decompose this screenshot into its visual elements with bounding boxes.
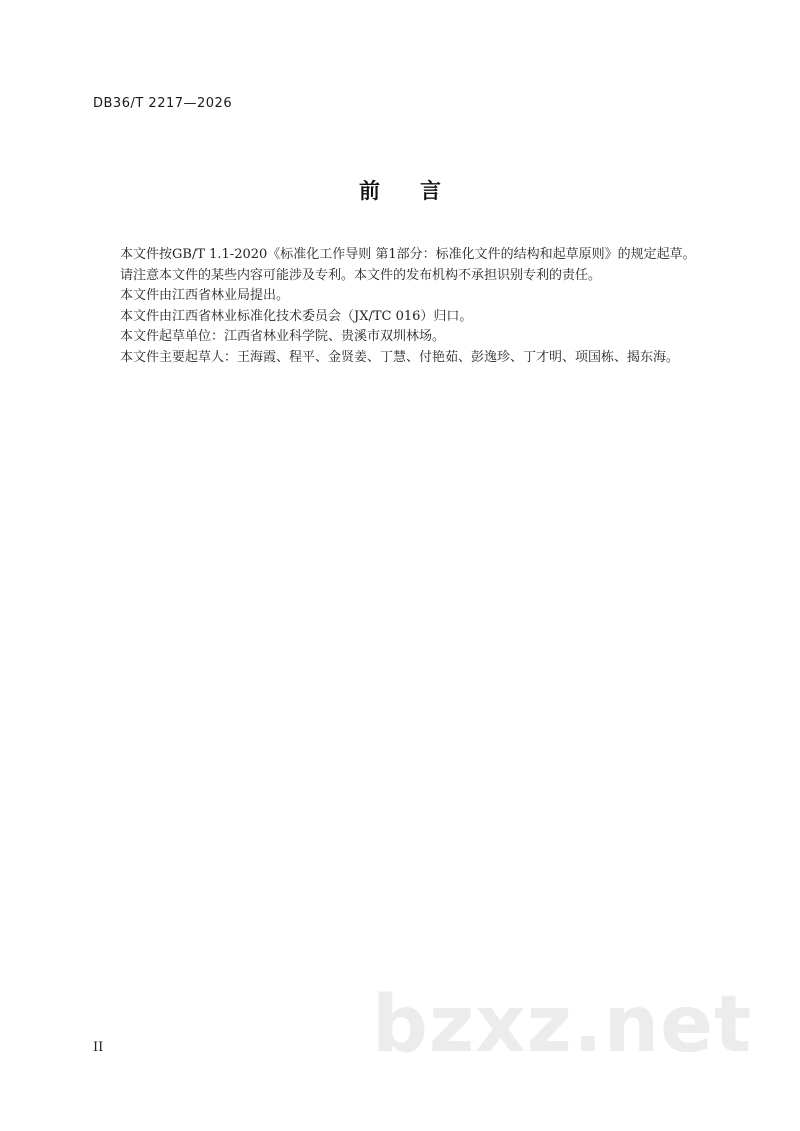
paragraph-drafting-rules: 本文件按GB/T 1.1-2020《标准化工作导则 第1部分：标准化文件的结构和起草原则》的规定起草。: [120, 247, 696, 262]
paragraph-drafters: 本文件主要起草人：王海霞、程平、金贤姜、丁慧、付艳茹、彭逸珍、丁才明、项国栋、揭东海。: [120, 349, 680, 365]
paragraph-proposer: 本文件由江西省林业局提出。: [120, 288, 290, 303]
document-code: DB36/T 2217—2026: [93, 96, 233, 111]
paragraph-patent-notice: 请注意本文件的某些内容可能涉及专利。本文件的发布机构不承担识别专利的责任。: [120, 267, 602, 283]
paragraph-drafting-units: 本文件起草单位：江西省林业科学院、贵溪市双圳林场。: [120, 329, 446, 344]
section-title: 前言: [359, 179, 481, 203]
foreword-body: [120, 245, 760, 368]
site-watermark: bzxz.net: [372, 980, 753, 1070]
paragraph-technical-committee: 本文件由江西省林业标准化技术委员会（JX/TC 016）归口。: [120, 308, 473, 324]
page-number: II: [93, 1040, 104, 1055]
